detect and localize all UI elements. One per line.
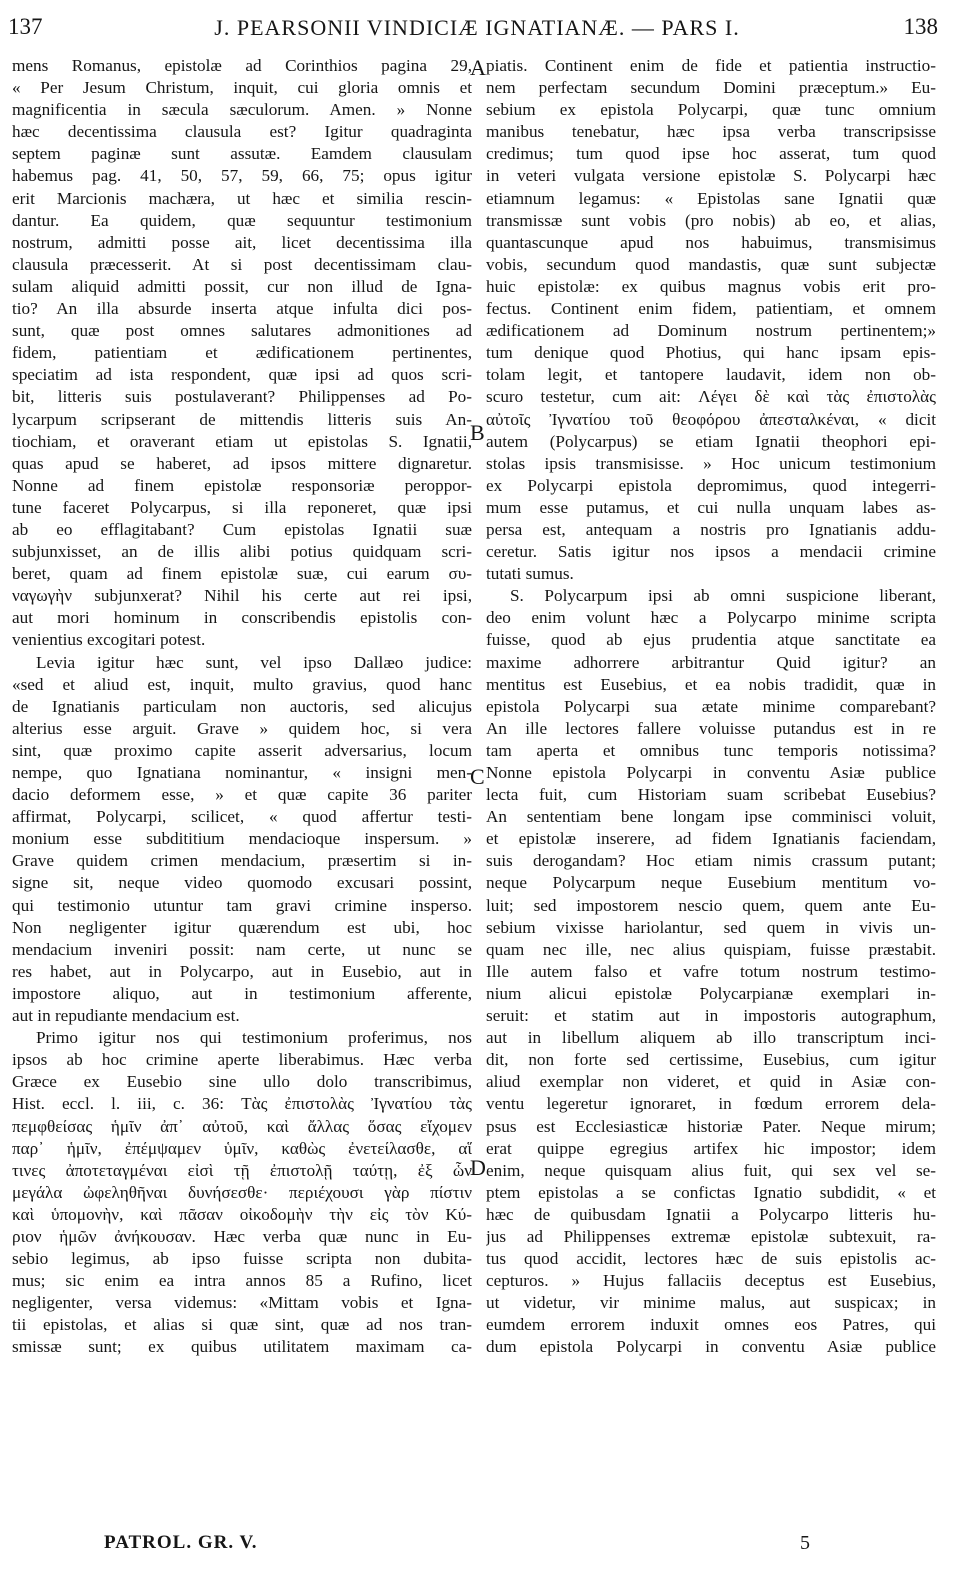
- text-line: An ille lectores fallere voluisse putandus est in re: [486, 718, 936, 738]
- text-line: credimus; tum quod ipse hoc asserat, tum quod: [486, 144, 936, 164]
- text-line: maxime adhorrere arbitrantur Quid igitur? an: [486, 652, 936, 672]
- text-line: sebium vixisse hariolantur, sed quem in vivis un-: [486, 917, 936, 937]
- text-line: ναγωγὴν subjunxerat? Nihil his certe aut rei ipsi,: [12, 586, 472, 606]
- text-line: transmissæ sunt vobis (pro nobis) ab eo, et alias,: [486, 210, 936, 230]
- text-line: Nonne epistola Polycarpi in conventu Asiæ publice: [486, 763, 936, 782]
- text-line: tio? An illa absurde inserta atque infulta dici pos-: [12, 299, 472, 319]
- left-page-number: 137: [8, 14, 43, 39]
- text-line: nostrum, admitti posse ait, licet decentissima illa: [12, 232, 472, 252]
- text-line: sulam aliquid admitti possit, cur non illud de Igna-: [12, 276, 472, 296]
- text-line: aut in libellum aliquem ab illo transcriptum inci-: [486, 1028, 936, 1048]
- text-line: dantur. Ea quidem, quæ sequuntur testimonium: [12, 210, 472, 230]
- text-line: παρ᾽ ἡμῖν, ἐπέμψαμεν ὑμῖν, καθὼς ἐνετείλασθε, αἵ: [12, 1138, 472, 1158]
- margin-mark-b: B: [470, 420, 485, 445]
- text-line: aut mori hominum in conscribendis epistolis con-: [12, 608, 472, 628]
- text-line: mentitus est Eusebius, et ea nobis tradidit, quæ in: [486, 674, 936, 694]
- text-line: septem paginæ sunt assutæ. Eamdem clausulam: [12, 144, 472, 164]
- text-line: bit, litteris suis postulaverant? Philippenses ad Po-: [12, 387, 472, 407]
- text-line: fectus. Continent enim fidem, patientiam, et omnem: [486, 299, 936, 319]
- text-line: affirmat, Polycarpi, scilicet, « quod affertur testi-: [12, 807, 472, 827]
- text-line: «sed et aliud est, inquit, multo gravius, quod hanc: [12, 674, 472, 694]
- text-line: ceretur. Satis igitur nos ipsos a mendacii crimine: [486, 542, 936, 562]
- text-line: Primo igitur nos qui testimonium proferimus, nos: [36, 1028, 472, 1048]
- text-line: mendacium inveniri possit: nam certe, ut nunc se: [12, 939, 472, 959]
- text-line: nium alicui epistolæ Polycarpianæ exemplari in-: [486, 983, 936, 1003]
- text-line: beret, quam ad finem epistolæ suæ, cui earum συ-: [12, 564, 472, 584]
- text-line: ut videtur, vir minime malus, aut suspicax; in: [486, 1293, 936, 1313]
- margin-mark-d: D: [470, 1155, 486, 1180]
- text-line: manibus tenebatur, hæc ipsa verba transcripsisse: [486, 122, 936, 142]
- text-line: epistola Polycarpi sua ætate minime comparebant?: [486, 696, 936, 716]
- text-line: καὶ ὑπομονὴν, καὶ πᾶσαν οἰκοδομὴν τὴν εἰς τὸν Κύ-: [12, 1204, 472, 1224]
- text-line: hæc de quibusdam Ignatii a Polycarpo litteris hu-: [486, 1204, 936, 1224]
- text-line: dit, non forte sed certissime, Eusebius, cum igitur: [486, 1050, 936, 1070]
- text-line: tutati sumus.: [486, 564, 574, 584]
- text-line: jus ad Philippenses extremæ epistolæ subtexuit, ra-: [486, 1226, 936, 1246]
- text-line: venientius excogitari potest.: [12, 630, 206, 650]
- text-line: Græce ex Eusebio sine ullo dolo transcribimus,: [12, 1072, 472, 1092]
- text-line: monium esse subdititium mendacioque inspersum. »: [12, 829, 472, 849]
- text-line: seruit: et statim aut in impostoris autographum,: [486, 1006, 936, 1026]
- left-column: [12, 55, 472, 1359]
- text-line: deo enim volunt hæc a Polycarpo minime scripta: [486, 608, 936, 628]
- text-line: et epistolæ inserere, ad fidem Ignatianis faciendam,: [486, 829, 936, 849]
- running-header: [0, 12, 954, 48]
- text-line: dum epistola Polycarpi in conventu Asiæ publice: [486, 1337, 936, 1357]
- text-line: psus est Ecclesiasticæ historiæ Pater. Neque mirum;: [486, 1116, 936, 1136]
- text-line: sebio legimus, ab ipso fuisse scripta non dubita-: [12, 1249, 472, 1269]
- text-line: qui testimonio utuntur tam gravi crimine insperso.: [12, 895, 472, 915]
- right-page-number: 138: [903, 14, 938, 39]
- text-line: aut in repudiante mendacium est.: [12, 1006, 240, 1026]
- text-line: de Ignatianis particulam non auctoris, sed alicujus: [12, 696, 472, 716]
- text-line: piatis. Continent enim de fide et patientia instructio-: [486, 56, 936, 75]
- text-line: ipsos ab hoc crimine aperte liberabimus. Hæc verba: [12, 1050, 472, 1070]
- text-line: quam nec ille, nec alius quispiam, fuisse præstabit.: [486, 939, 936, 959]
- text-line: lecta fuit, cum Historiam suam scribebat Eusebius?: [486, 785, 936, 805]
- text-line: mum esse putamus, et cui nulla unquam labes as-: [486, 497, 936, 517]
- text-line: αὐτοῖς Ἰγνατίου τοῦ θεοφόρου ἀπεσταλκέναι, « dicit: [486, 409, 936, 429]
- text-line: huic epistolæ: ex quibus magnus vobis erit pro-: [486, 276, 936, 296]
- text-line: magnificentia in sæcula sæculorum. Amen. » Nonne: [12, 100, 472, 120]
- text-line: tus quod accidit, lectores hæc de suis epistolis ac-: [486, 1249, 936, 1269]
- text-line: Grave quidem crimen mendacium, præsertim si in-: [12, 851, 472, 871]
- right-column: [486, 55, 936, 1359]
- text-line: lycarpum scripserant de mittendis litteris suis An-: [12, 409, 472, 429]
- text-line: tum denique quod Photius, qui hanc ipsam epis-: [486, 343, 936, 363]
- text-line: μεγάλα ὠφεληθῆναι δυνήσεσθε· περιέχουσι γὰρ πίστιν: [12, 1182, 472, 1202]
- text-line: tune faceret Polycarpus, si illa reponeret, quæ ipsi: [12, 497, 472, 517]
- text-line: nempe, quo Ignatiana nominantur, « insigni men-: [12, 763, 472, 782]
- text-line: sunt, quæ post omnes salutares admonitiones ad: [12, 321, 472, 341]
- text-line: Non negligenter igitur quærendum est ubi, hoc: [12, 917, 472, 937]
- text-line: persa est, antequam a nostris pro Ignatianis addu-: [486, 519, 936, 539]
- text-line: ab eo efflagitabant? Cum epistolas Ignatii suæ: [12, 519, 472, 539]
- running-title: J. PEARSONII VINDICIÆ IGNATIANÆ. — PARS I.: [214, 15, 740, 40]
- page-footer: [0, 1532, 954, 1562]
- text-line: Levia igitur hæc sunt, vel ipso Dallæo judice:: [36, 652, 472, 672]
- text-line: S. Polycarpum ipsi ab omni suspicione liberant,: [510, 586, 936, 606]
- text-line: ex Polycarpi epistola depromimus, quod integerri-: [486, 475, 936, 495]
- text-line: sint, quæ proximo capite asserit adversarius, locum: [12, 740, 472, 760]
- text-line: nem perfectam secundum Domini præceptum.» Eu-: [486, 78, 936, 98]
- text-line: in veteri vulgata versione epistolæ S. Polycarpi hæc: [486, 166, 936, 186]
- text-line: eumdem errorem induxit omnes eos Patres, qui: [486, 1315, 936, 1335]
- text-line: dacio deformem esse, » et quæ capite 36 pariter: [12, 785, 472, 805]
- text-line: erat quippe egregius artifex hic impostor; idem: [486, 1138, 936, 1158]
- text-line: habemus pag. 41, 50, 57, 59, 66, 75; opus igitur: [12, 166, 472, 186]
- text-line: sebium ex epistola Polycarpi, quæ tunc omnium: [486, 100, 936, 120]
- text-line: An sententiam bene longam ipse comminisci voluit,: [486, 807, 936, 827]
- margin-mark-c: C: [470, 764, 485, 789]
- text-line: mus; sic enim ea intra annos 85 a Rufino, licet: [12, 1271, 472, 1291]
- text-line: tii epistolas, et alias si quæ sint, quæ ad nos tran-: [12, 1315, 472, 1335]
- text-line: speciatim ad ista respondent, quæ ipsi ad quos scri-: [12, 365, 472, 385]
- text-line: fuisse, quod ab ejus prudentia atque sanctitate ea: [486, 630, 936, 650]
- text-line: aliud exemplar non videret, et quid in Asiæ con-: [486, 1072, 936, 1092]
- margin-mark-a: A: [470, 55, 486, 80]
- text-line: suis derogandam? Hoc etiam nimis crassum putant;: [486, 851, 936, 871]
- text-line: tolam legit, et tantopere laudavit, idem non ob-: [486, 365, 936, 385]
- text-line: etiamnum legamus: « Epistolas sane Ignatii quæ: [486, 188, 936, 208]
- text-line: stolas ipsis transmisisse. » Hoc unicum testimonium: [486, 453, 936, 473]
- text-line: πεμφθείσας ἡμῖν ἀπ᾽ αὐτοῦ, καὶ ἄλλας ὅσας εἴχομεν: [12, 1116, 472, 1136]
- text-line: fidem, patientiam et ædificationem pertinentes,: [12, 343, 472, 363]
- text-line: « Per Jesum Christum, inquit, cui gloria omnis et: [12, 78, 472, 98]
- text-line: luit; sed impostorem nescio quem, quem ante Eu-: [486, 895, 936, 915]
- text-line: Nonne ad finem epistolæ responsoriæ peroppor-: [12, 475, 472, 495]
- text-line: res habet, aut in Polycarpo, aut in Eusebio, aut in: [12, 961, 472, 981]
- text-line: vobis, secundum quod mandastis, quæ sunt subjectæ: [486, 254, 936, 274]
- text-line: neque Polycarpum neque Eusebium mentitum vo-: [486, 873, 936, 893]
- text-line: quantascunque apud nos habuimus, transmisimus: [486, 232, 936, 252]
- text-line: tam aperta et omnibus tunc temporis notissima?: [486, 740, 936, 760]
- footer-signature-number: 5: [800, 1532, 810, 1554]
- text-line: ædificationem ad Dominum nostrum pertinentem;»: [486, 321, 936, 341]
- text-line: ριον ἡμῶν ἀνήκουσαν. Hæc verba quæ nunc in Eu-: [12, 1226, 472, 1246]
- text-line: autem (Polycarpus) se etiam Ignatii theophori epi-: [486, 431, 936, 451]
- text-line: negligenter, versa videmus: «Mittam vobis et Igna-: [12, 1293, 472, 1313]
- text-line: hæc decentissima clausula est? Igitur quadraginta: [12, 122, 472, 142]
- text-line: smissæ sunt; ex quibus utilitatem maximam ca-: [12, 1337, 472, 1357]
- text-line: Ille autem falso et vafre totum nostrum testimo-: [486, 961, 936, 981]
- text-line: cepturos. » Hujus fallaciis deceptus est Eusebius,: [486, 1271, 936, 1291]
- text-line: alterius esse arguit. Grave » quidem hoc, si vera: [12, 718, 472, 738]
- footer-collection-label: PATROL. GR. V.: [104, 1532, 258, 1553]
- text-line: quas apud se haberet, ad ipsos mittere dignaretur.: [12, 453, 472, 473]
- text-line: scuro testetur, cum ait: Λέγει δὲ καὶ τὰς ἐπιστολὰς: [486, 387, 936, 407]
- text-line: tiochiam, et oraverant etiam ut epistolas S. Ignatii,: [12, 431, 472, 451]
- text-line: subjunxisset, an de illis alibi potius quidquam scri-: [12, 542, 472, 562]
- text-line: ventu legeretur ignoraret, in fœdum errorem dela-: [486, 1094, 936, 1114]
- text-line: enim, neque quisquam alius fuit, qui sex vel se-: [486, 1160, 936, 1180]
- text-line: erit Marcionis machæra, ut hæc et similia rescin-: [12, 188, 472, 208]
- text-line: mens Romanus, epistolæ ad Corinthios pagina 29,: [12, 56, 472, 75]
- text-line: signe sit, neque video quomodo excusari possint,: [12, 873, 472, 893]
- text-line: ptem epistolas a se confictas Ignatio subdidit, « et: [486, 1182, 936, 1202]
- text-line: Hist. eccl. l. iii, c. 36: Τὰς ἐπιστολὰς Ἰγνατίου τὰς: [12, 1094, 472, 1114]
- text-line: impostore aliquo, aut in testimonium afferente,: [12, 983, 472, 1003]
- text-line: clausula præcesserit. At si post decentissimam clau-: [12, 254, 472, 274]
- text-line: τινες ἀποτεταγμέναι εἰσὶ τῇ ἐπιστολῇ ταύτῃ, ἐξ ὧν: [12, 1160, 472, 1180]
